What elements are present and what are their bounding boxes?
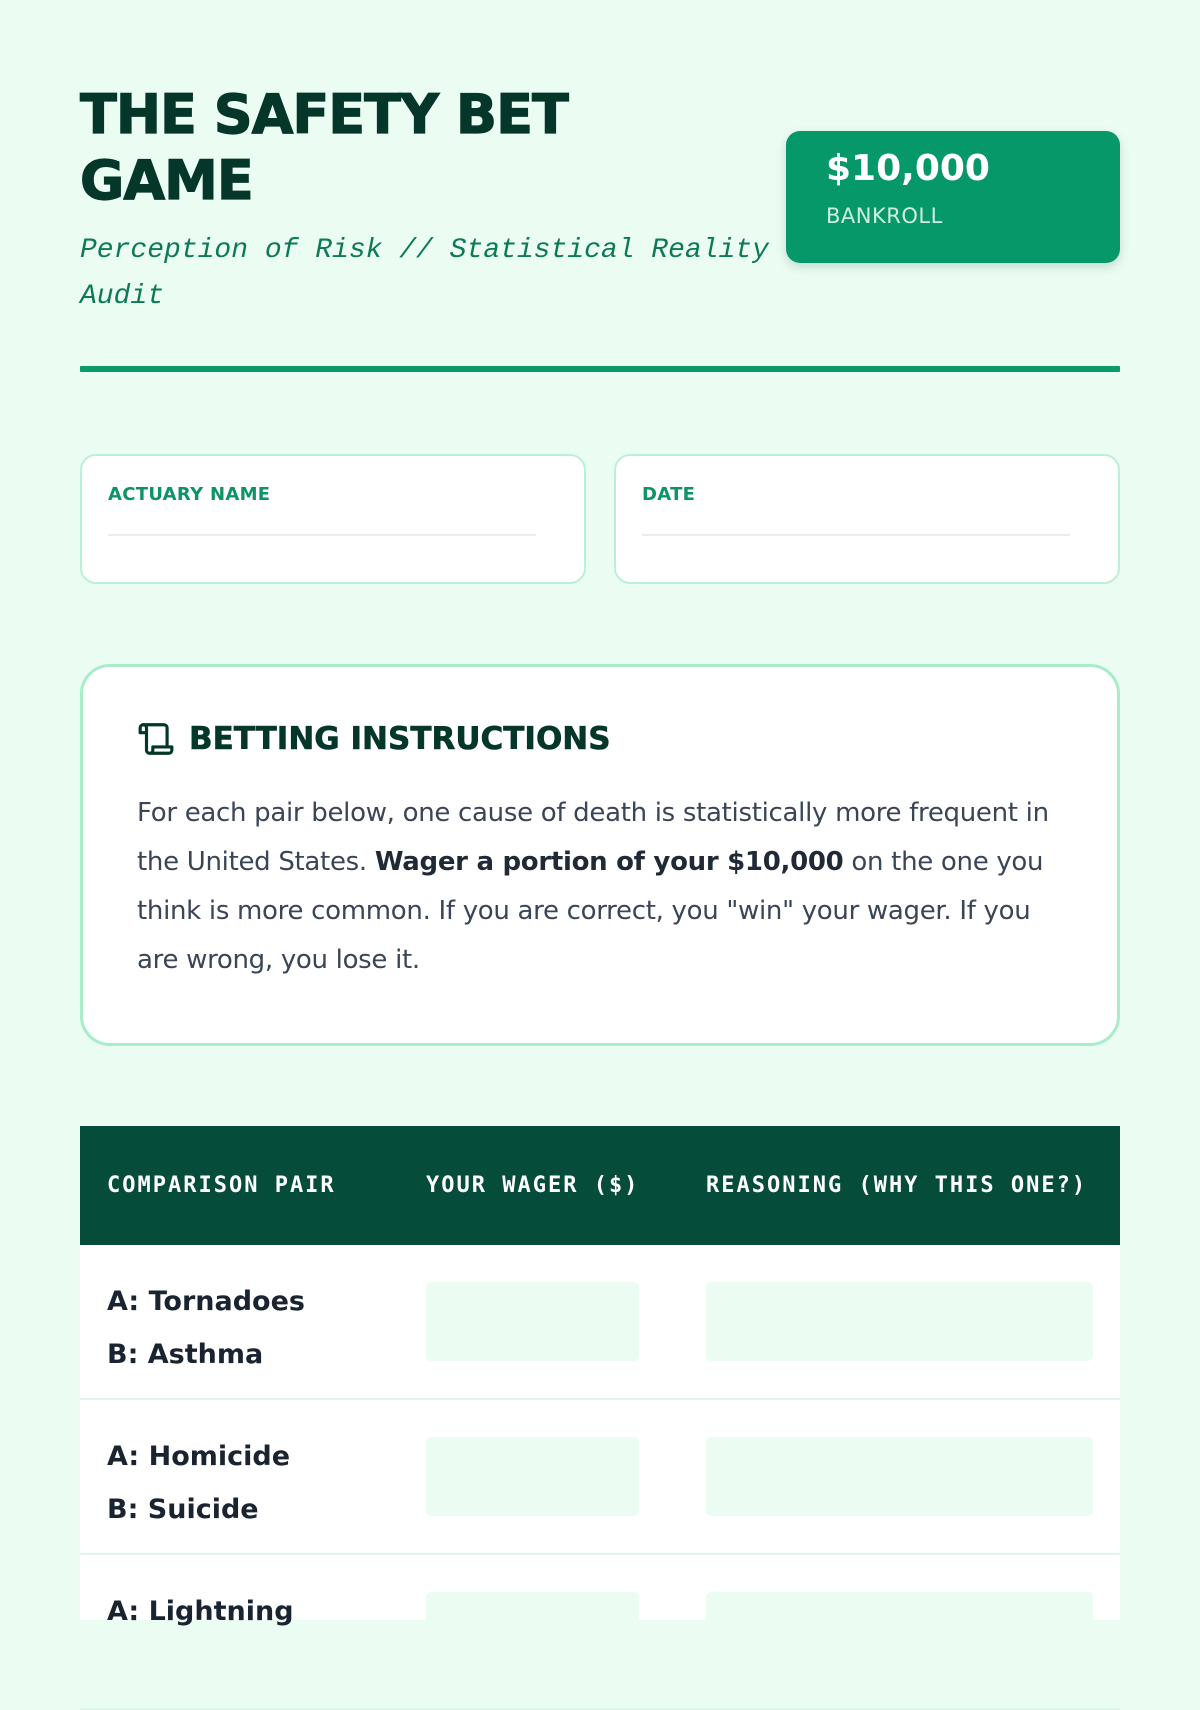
- bankroll-card: [786, 131, 1120, 263]
- header-divider: [80, 366, 1120, 372]
- reasoning-input[interactable]: [706, 1592, 1093, 1671]
- instructions-text-part-2: on the one you think is more common. If you are correct, you "win" your wager. If you are wrong, you lose it.: [137, 847, 1044, 975]
- bankroll-label: BANKROLL: [826, 204, 943, 228]
- actuary-name-input-line[interactable]: [108, 534, 536, 536]
- reasoning-input[interactable]: [706, 1437, 1093, 1516]
- wager-table: [80, 1126, 1120, 1627]
- wager-input[interactable]: [426, 1437, 639, 1516]
- comparison-pair: [80, 1400, 400, 1536]
- page-title: THE SAFETY BET GAME: [80, 83, 568, 212]
- option-a: A: Tornadoes: [107, 1286, 305, 1317]
- instructions-title: BETTING INSTRUCTIONS: [189, 721, 611, 757]
- page-header: [80, 82, 1120, 372]
- reasoning-cell: [682, 1245, 1120, 1361]
- table-row: [80, 1555, 1120, 1710]
- actuary-name-label: ACTUARY NAME: [108, 484, 271, 505]
- comparison-pair: [80, 1555, 400, 1638]
- instructions-text-part-1: For each pair below, one cause of death is statistically more frequent in the United States.: [137, 798, 1049, 877]
- table-row: [80, 1400, 1120, 1555]
- option-a: A: Lightning: [107, 1596, 294, 1627]
- header-reasoning: REASONING (WHY THIS ONE?): [706, 1172, 1088, 1198]
- table-header: [80, 1126, 1120, 1245]
- bankroll-amount: $10,000: [826, 148, 990, 189]
- option-b: B: Suicide: [107, 1494, 259, 1525]
- wager-cell: [400, 1555, 682, 1671]
- reasoning-cell: [682, 1400, 1120, 1516]
- actuary-name-field[interactable]: [80, 454, 586, 584]
- reasoning-cell: [682, 1555, 1120, 1671]
- page-subtitle: Perception of Risk // Statistical Reality Audit: [80, 235, 769, 312]
- date-field[interactable]: [614, 454, 1120, 584]
- wager-cell: [400, 1400, 682, 1516]
- scroll-icon: [137, 720, 175, 758]
- option-b: B: Asthma: [107, 1339, 264, 1370]
- comparison-pair: [80, 1245, 400, 1381]
- reasoning-input[interactable]: [706, 1282, 1093, 1361]
- table-row: [80, 1245, 1120, 1400]
- info-fields: [80, 454, 1120, 584]
- option-a: A: Homicide: [107, 1441, 291, 1472]
- wager-input[interactable]: [426, 1592, 639, 1671]
- header-comparison-pair: COMPARISON PAIR: [107, 1172, 336, 1198]
- date-input-line[interactable]: [642, 534, 1070, 536]
- instructions-header: [137, 717, 1063, 761]
- instructions-text-bold: Wager a portion of your $10,000: [374, 847, 844, 877]
- wager-input[interactable]: [426, 1282, 639, 1361]
- instructions-card: [80, 664, 1120, 1046]
- header-your-wager: YOUR WAGER ($): [426, 1172, 640, 1198]
- date-label: DATE: [642, 484, 696, 505]
- wager-cell: [400, 1245, 682, 1361]
- instructions-text: [137, 789, 1063, 985]
